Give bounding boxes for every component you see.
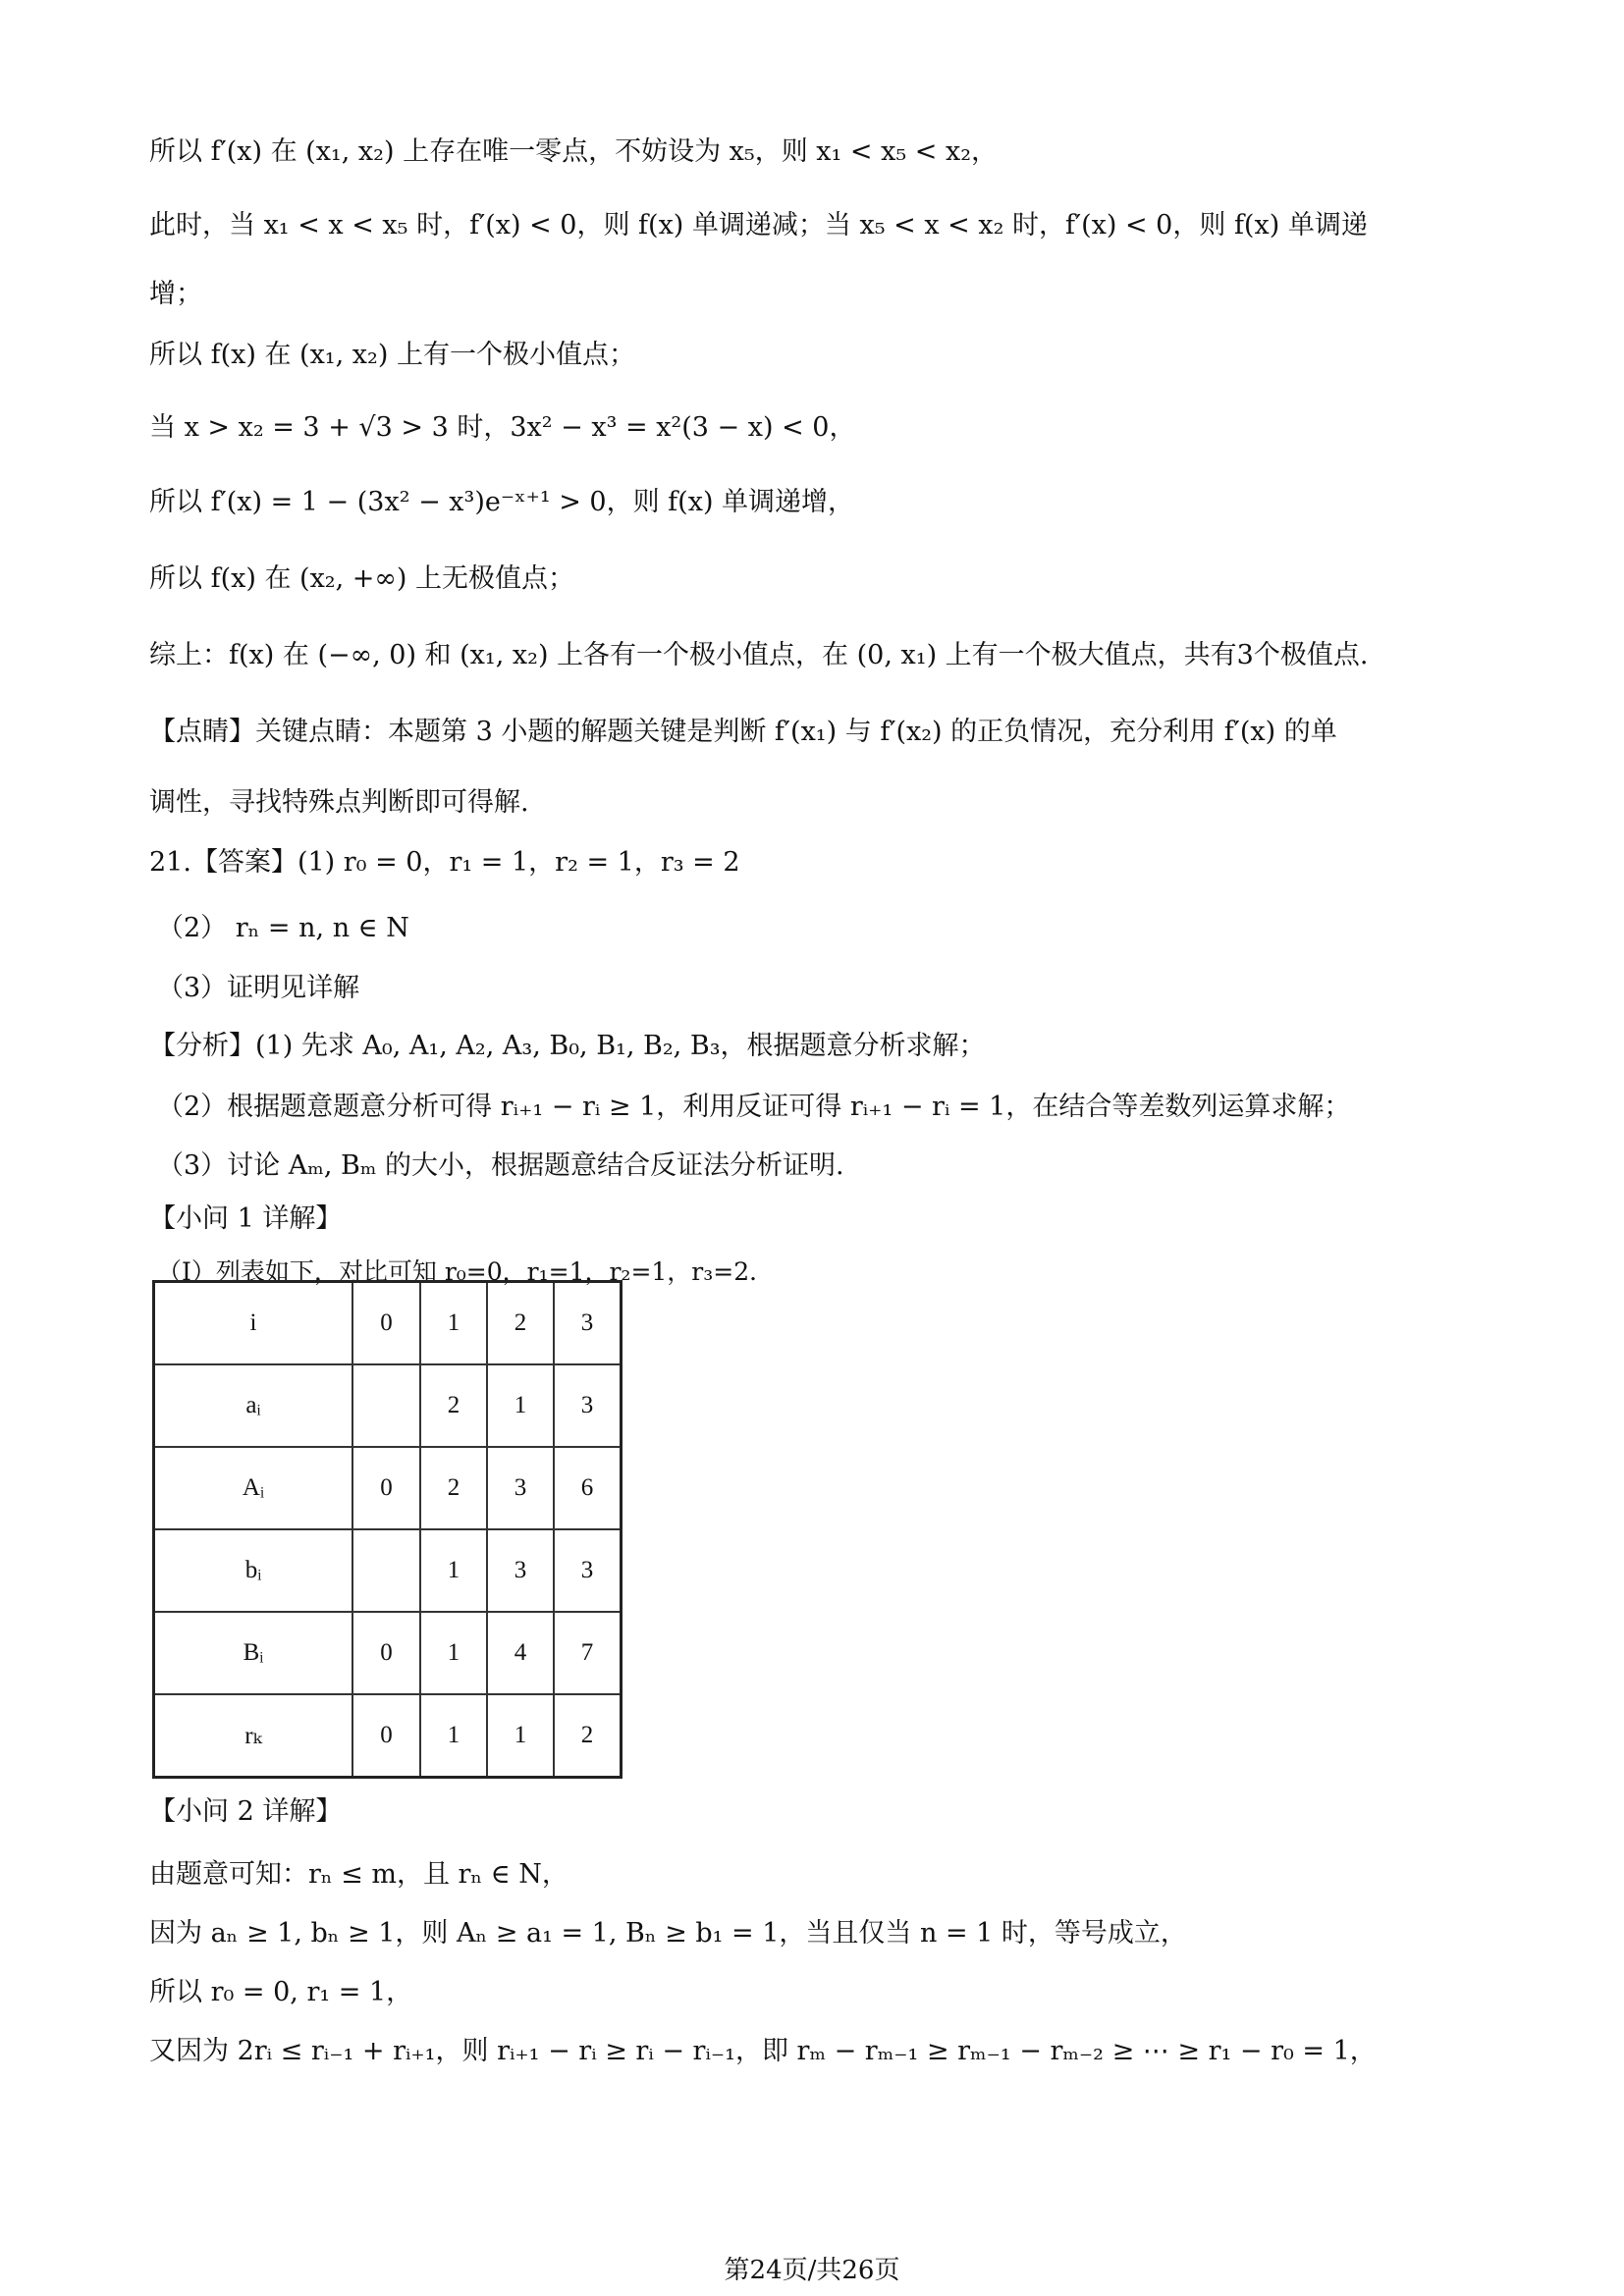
text-line: 因为 aₙ ≥ 1, bₙ ≥ 1，则 Aₙ ≥ a₁ = 1, Bₙ ≥ b₁ = 1，当且仅当 n = 1 时，等号成立， xyxy=(149,1918,1187,1949)
text-line: 所以 f′(x) 在 (x₁, x₂) 上存在唯一零点，不妨设为 x₅，则 x₁ < x₅ < x₂， xyxy=(149,136,999,167)
highlight-note: 【点睛】关键点睛：本题第 3 小题的解题关键是判断 f′(x₁) 与 f′(x₂) 的正负情况，充分利用 f′(x) 的单 xyxy=(149,717,1337,747)
table-cell: 7 xyxy=(554,1612,622,1694)
table-cell: 1 xyxy=(487,1694,554,1778)
analysis-part-2: （2）根据题意题意分析可得 rᵢ₊₁ − rᵢ ≥ 1，利用反证可得 rᵢ₊₁ − rᵢ = 1，在结合等差数列运算求解； xyxy=(157,1092,1351,1122)
text-line: 当 x > x₂ = 3 + √3 > 3 时，3x² − x³ = x²(3 − x) < 0， xyxy=(149,412,856,443)
row-label: i xyxy=(154,1282,353,1365)
table-row xyxy=(154,1282,622,1365)
text-line: 所以 f(x) 在 (x₁, x₂) 上有一个极小值点； xyxy=(149,340,635,370)
table-cell: 3 xyxy=(487,1529,554,1612)
row-label: bᵢ xyxy=(154,1529,353,1612)
row-label: rₖ xyxy=(154,1694,353,1778)
table-row xyxy=(154,1364,622,1447)
table-cell: 2 xyxy=(420,1364,487,1447)
table-cell: 0 xyxy=(352,1447,420,1529)
analysis-heading: 【分析】(1) 先求 A₀, A₁, A₂, A₃, B₀, B₁, B₂, B₃，根据题意分析求解； xyxy=(149,1031,986,1061)
table-cell: 2 xyxy=(420,1447,487,1529)
table-cell: 3 xyxy=(554,1364,622,1447)
table-cell: 0 xyxy=(352,1612,420,1694)
text-line: 综上：f(x) 在 (−∞, 0) 和 (x₁, x₂) 上各有一个极小值点，在 (0, x₁) 上有一个极大值点，共有3个极值点. xyxy=(149,640,1369,670)
answer-part-2: （2） rₙ = n, n ∈ N xyxy=(157,913,409,943)
table-cell: 0 xyxy=(352,1694,420,1778)
table-row xyxy=(154,1694,622,1778)
section-heading-q1: 【小问 1 详解】 xyxy=(149,1203,343,1234)
page-number: 第24页/共26页 xyxy=(724,2256,900,2285)
text-line: 增； xyxy=(149,279,202,309)
text-line: 所以 f(x) 在 (x₂, +∞) 上无极值点； xyxy=(149,563,575,594)
text-line: 调性，寻找特殊点判断即可得解. xyxy=(149,787,529,818)
values-table xyxy=(152,1280,623,1779)
table-cell: 2 xyxy=(487,1282,554,1365)
table-row xyxy=(154,1612,622,1694)
table-cell: 1 xyxy=(420,1282,487,1365)
analysis-part-3: （3）讨论 Aₘ, Bₘ 的大小，根据题意结合反证法分析证明. xyxy=(157,1150,844,1181)
table-cell: 0 xyxy=(352,1282,420,1365)
table-cell: 4 xyxy=(487,1612,554,1694)
table-cell: 1 xyxy=(420,1529,487,1612)
table-cell: 3 xyxy=(487,1447,554,1529)
table-row xyxy=(154,1529,622,1612)
table-row xyxy=(154,1447,622,1529)
table-cell xyxy=(352,1364,420,1447)
table-cell: 6 xyxy=(554,1447,622,1529)
row-label: aᵢ xyxy=(154,1364,353,1447)
table-cell: 3 xyxy=(554,1282,622,1365)
table-cell: 3 xyxy=(554,1529,622,1612)
answer-heading: 21.【答案】(1) r₀ = 0，r₁ = 1，r₂ = 1，r₃ = 2 xyxy=(149,847,740,878)
text-line: 所以 f′(x) = 1 − (3x² − x³)e⁻ˣ⁺¹ > 0，则 f(x) 单调递增， xyxy=(149,487,855,517)
row-label: Aᵢ xyxy=(154,1447,353,1529)
row-label: Bᵢ xyxy=(154,1612,353,1694)
text-line: 此时，当 x₁ < x < x₅ 时，f′(x) < 0，则 f(x) 单调递减；当 x₅ < x < x₂ 时，f′(x) < 0，则 f(x) 单调递 xyxy=(149,210,1368,240)
text-line: 所以 r₀ = 0, r₁ = 1， xyxy=(149,1977,413,2007)
table-cell: 1 xyxy=(420,1694,487,1778)
section-heading-q2: 【小问 2 详解】 xyxy=(149,1796,343,1827)
table-cell xyxy=(352,1529,420,1612)
answer-part-3: （3）证明见详解 xyxy=(157,973,360,1003)
text-line: 由题意可知：rₙ ≤ m，且 rₙ ∈ N， xyxy=(149,1859,568,1890)
text-line: 又因为 2rᵢ ≤ rᵢ₋₁ + rᵢ₊₁，则 rᵢ₊₁ − rᵢ ≥ rᵢ − rᵢ₋₁，即 rₘ − rₘ₋₁ ≥ rₘ₋₁ − rₘ₋₂ ≥ ⋯ ≥ r₁ − r₀ = 1， xyxy=(149,2036,1377,2066)
table-intro: （I）列表如下，对比可知 r₀=0，r₁=1，r₂=1，r₃=2． xyxy=(157,1257,775,1286)
table-cell: 2 xyxy=(554,1694,622,1778)
table-cell: 1 xyxy=(487,1364,554,1447)
table-cell: 1 xyxy=(420,1612,487,1694)
